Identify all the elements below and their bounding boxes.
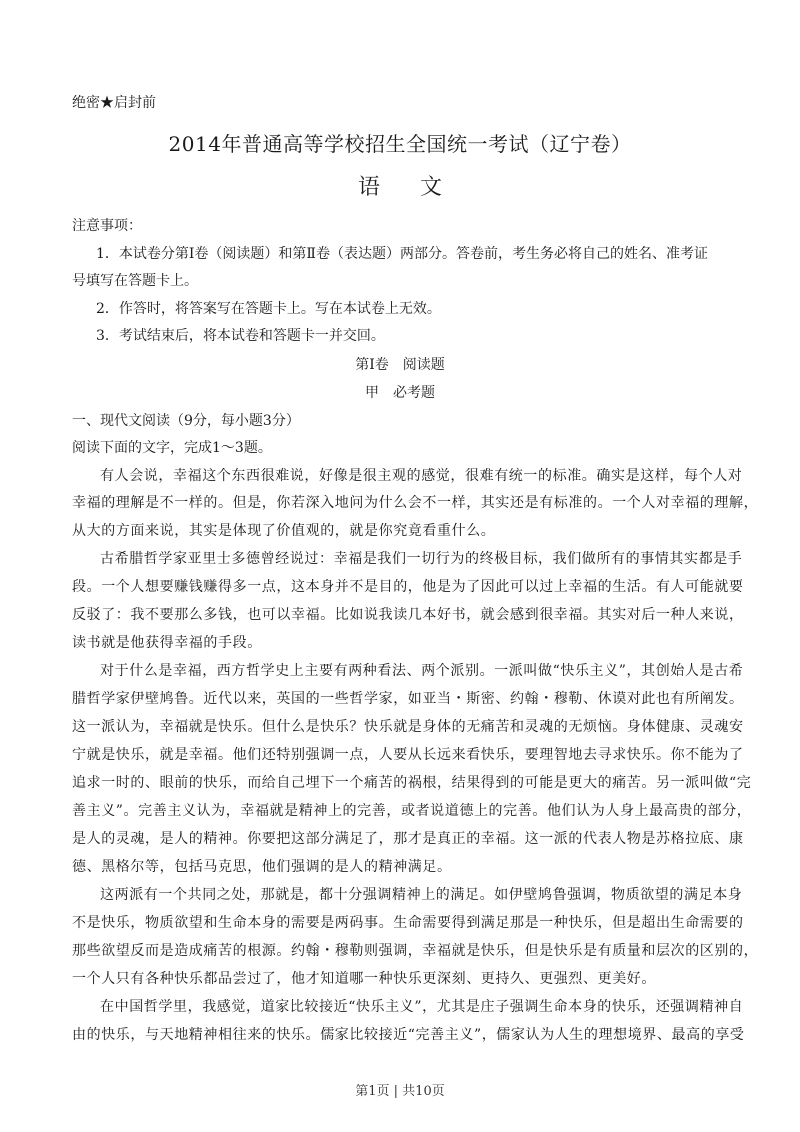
article-line: 从大的方面来说，其实是体现了价值观的，就是你究竟看重什么。: [72, 523, 496, 539]
notes-heading: 注意事项：: [72, 218, 142, 234]
part-heading: 甲 必考题: [365, 385, 435, 401]
subject-title: 语文: [357, 175, 482, 200]
article-line: 宁就是快乐，就是幸福。他们还特别强调一点，人要从长远来看快乐，要理智地去寻求快乐。你不能为了: [72, 747, 744, 763]
article-line: 幸福的理解是不一样的。但是，你若深入地问为什么会不一样，其实还是有标准的。一个人对幸福的理解，: [72, 495, 759, 511]
article-line: 古希腊哲学家亚里士多德曾经说过：幸福是我们一切行为的终极目标，我们做所有的事情其实都是手: [100, 551, 743, 567]
article-line: 德、黑格尔等，包括马克思，他们强调的是人的精神满足。: [72, 859, 452, 875]
article-line: 这两派有一个共同之处，那就是，都十分强调精神上的满足。如伊壁鸠鲁强调，物质欲望的满足本身: [100, 887, 743, 903]
article-line: 一个人只有各种快乐都品尝过了，他才知道哪一种快乐更深刻、更持久、更强烈、更美好。: [72, 971, 656, 987]
article-line: 腊哲学家伊壁鸠鲁。近代以来，英国的一些哲学家，如亚当・斯密、约翰・穆勒、休谟对此也有所阐发。: [72, 691, 744, 707]
article-line: 有人会说，幸福这个东西很难说，好像是很主观的感觉，很难有统一的标准。确实是这样，每个人对: [100, 468, 743, 484]
notes-item: 2．作答时，将答案写在答题卡上。写在本试卷上无效。: [96, 301, 441, 317]
notes-item: 号填写在答题卡上。: [72, 273, 198, 289]
page-footer: 第1页 | 共10页: [355, 1084, 445, 1099]
article-line: 追求一时的、眼前的快乐，而给自己埋下一个痛苦的祸根，结果得到的可能是更大的痛苦。另一派叫做“完: [72, 775, 752, 791]
notes-item: 3．考试结束后，将本试卷和答题卡一并交回。: [96, 328, 385, 344]
article-line: 读书就是他获得幸福的手段。: [72, 635, 262, 651]
question-heading: 一、现代文阅读（9分，每小题3分）: [72, 413, 300, 429]
article-line: 是人的灵魂，是人的精神。你要把这部分满足了，那才是真正的幸福。这一派的代表人物是苏格拉底、康: [72, 831, 744, 847]
secret-label: 绝密★启封前: [72, 95, 156, 111]
article-line: 不是快乐，物质欲望和生命本身的需要是两码事。生命需要得到满足那是一种快乐，但是超出生命需要的: [72, 915, 744, 931]
article-line: 对于什么是幸福，西方哲学史上主要有两种看法、两个派别。一派叫做“快乐主义”，其创始人是古希: [100, 663, 744, 679]
article-line: 善主义”。完善主义认为，幸福就是精神上的完善，或者说道德上的完善。他们认为人身上最高贵的部分，: [72, 803, 752, 819]
instruction-text: 阅读下面的文字，完成1～3题。: [72, 440, 272, 456]
article-line: 这一派认为，幸福就是快乐。但什么是快乐？快乐就是身体的无痛苦和灵魂的无烦恼。身体健康、灵魂安: [72, 719, 744, 735]
article-line: 在中国哲学里，我感觉，道家比较接近“快乐主义”，尤其是庄子强调生命本身的快乐，还强调精神自: [100, 999, 744, 1015]
exam-title: 2014年普通高等学校招生全国统一考试（辽宁卷）: [168, 132, 632, 156]
article-line: 由的快乐，与天地精神相往来的快乐。儒家比较接近“完善主义”，儒家认为人生的理想境界、最高的享受: [72, 1027, 745, 1043]
article-line: 段。一个人想要赚钱赚得多一点，这本身并不是目的，他是为了因此可以过上幸福的生活。有人可能就要: [72, 579, 744, 595]
volume-heading: 第Ⅰ卷 阅读题: [355, 357, 445, 373]
notes-item: 1．本试卷分第Ⅰ卷（阅读题）和第Ⅱ卷（表达题）两部分。答卷前，考生务必将自己的姓名、准考证: [96, 246, 708, 262]
article-line: 那些欲望反而是造成痛苦的根源。约翰・穆勒则强调，幸福就是快乐，但是快乐是有质量和层次的区别的，: [72, 943, 759, 959]
article-line: 反驳了：我不要那么多钱，也可以幸福。比如说我读几本好书，就会感到很幸福。其实对后一种人来说，: [72, 607, 744, 623]
